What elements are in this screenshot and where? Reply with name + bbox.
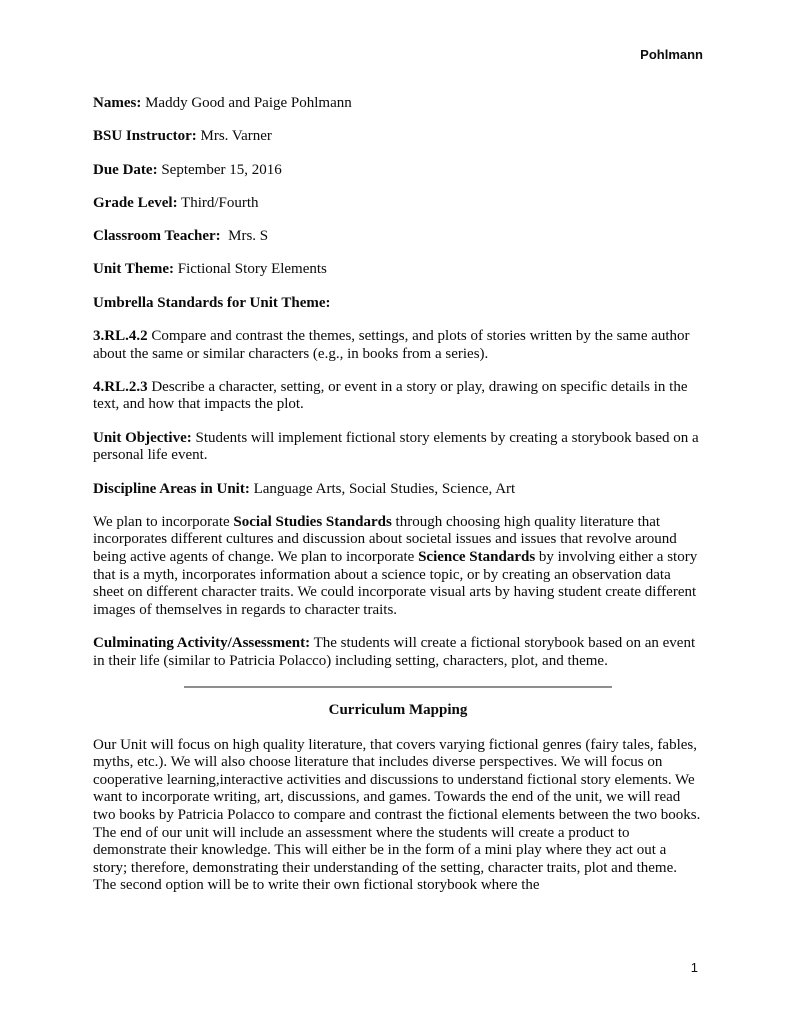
paragraph-text: We plan to incorporate — [93, 513, 234, 530]
field-value: Mrs. S — [220, 228, 269, 245]
curriculum-mapping-paragraph: Our Unit will focus on high quality literature, that covers varying fictional genres (fairy tales, fables, myths, etc.). We will also choose literature that includes diverse perspectives. We will focus on cooperative learning,interactive activities and discussions to understand fictional story elements. We want to incorporate writing, art, discussions, and games. Towards the end of the unit, we will read two books by Patricia Polacco to compare and contrast the fictional elements between the two books. The end of our unit will include an assessment where the students will create a product to demonstrate their knowledge. This will either be in the form of a mini play where they act out a story; therefore, demonstrating their understanding of the setting, character traits, plot and theme. The second option will be to write their own fictional storybook where the — [93, 736, 701, 894]
emphasized-phrase: Science Standards — [418, 549, 536, 566]
field-value: The students will create a fictional storybook based on an event in their life (similar to Patricia Polacco) including setting, characters, plot, and theme. — [93, 635, 696, 669]
standard-text: Compare and contrast the themes, settings, and plots of stories written by the same author about the same or similar characters (e.g., in books from a series). — [93, 327, 690, 362]
field-label: BSU Instructor: — [93, 128, 197, 145]
field-due-date — [93, 162, 703, 180]
heading-text: Umbrella Standards for Unit Theme: — [93, 294, 331, 311]
umbrella-standards-heading — [93, 295, 703, 313]
field-value: Mrs. Varner — [196, 128, 272, 145]
field-value: Third/Fourth — [177, 194, 259, 211]
field-grade-level — [93, 195, 703, 213]
field-bsu-instructor — [93, 128, 703, 146]
document-body — [93, 95, 703, 895]
paragraph-text: through choosing high quality literature that incorporates different cultures and discussion about societal issues and issues that revolve around being active agents of change. We plan to incorporate — [93, 513, 677, 566]
field-classroom-teacher — [93, 228, 703, 246]
field-value: Students will implement fictional story elements by creating a storybook based on a personal life event. — [93, 429, 699, 464]
page-header — [93, 47, 703, 62]
field-label: Due Date: — [93, 161, 158, 178]
field-label: Grade Level: — [93, 194, 178, 211]
field-value: Language Arts, Social Studies, Science, Art — [249, 480, 516, 497]
field-unit-theme — [93, 261, 703, 279]
discipline-areas — [93, 481, 703, 499]
field-label: Names: — [93, 95, 142, 111]
unit-objective — [93, 430, 703, 465]
standard-code: 3.RL.4.2 — [93, 327, 148, 344]
field-value: Maddy Good and Paige Pohlmann — [141, 95, 352, 111]
field-label: Unit Theme: — [93, 261, 174, 278]
standard-code: 4.RL.2.3 — [93, 378, 148, 395]
field-label: Unit Objective: — [93, 429, 192, 446]
page-number: 1 — [690, 960, 698, 975]
section-divider — [184, 686, 612, 688]
field-label: Discipline Areas in Unit: — [93, 480, 250, 497]
culminating-activity — [93, 635, 703, 670]
section-title: Curriculum Mapping — [328, 701, 468, 718]
field-label: Culminating Activity/Assessment: — [93, 635, 311, 652]
standard-text: Describe a character, setting, or event in a story or play, drawing on specific details in the text, and how that impacts the plot. — [93, 378, 688, 413]
standard-4rl23 — [93, 379, 703, 414]
field-value: Fictional Story Elements — [173, 261, 327, 278]
emphasized-phrase: Social Studies Standards — [233, 513, 392, 530]
field-label: Classroom Teacher: — [93, 228, 221, 245]
standard-3rl42 — [93, 328, 703, 363]
header-author-name: Pohlmann — [640, 47, 703, 62]
field-value: September 15, 2016 — [157, 161, 282, 178]
incorporation-paragraph — [93, 514, 703, 620]
paragraph-text: by involving either a story that is a myth, incorporates information about a science topic, or by creating an observation data sheet on different character traits. We could incorporate visual arts by having student create different images of themselves in regards to character traits. — [93, 549, 698, 618]
field-names — [93, 95, 703, 113]
